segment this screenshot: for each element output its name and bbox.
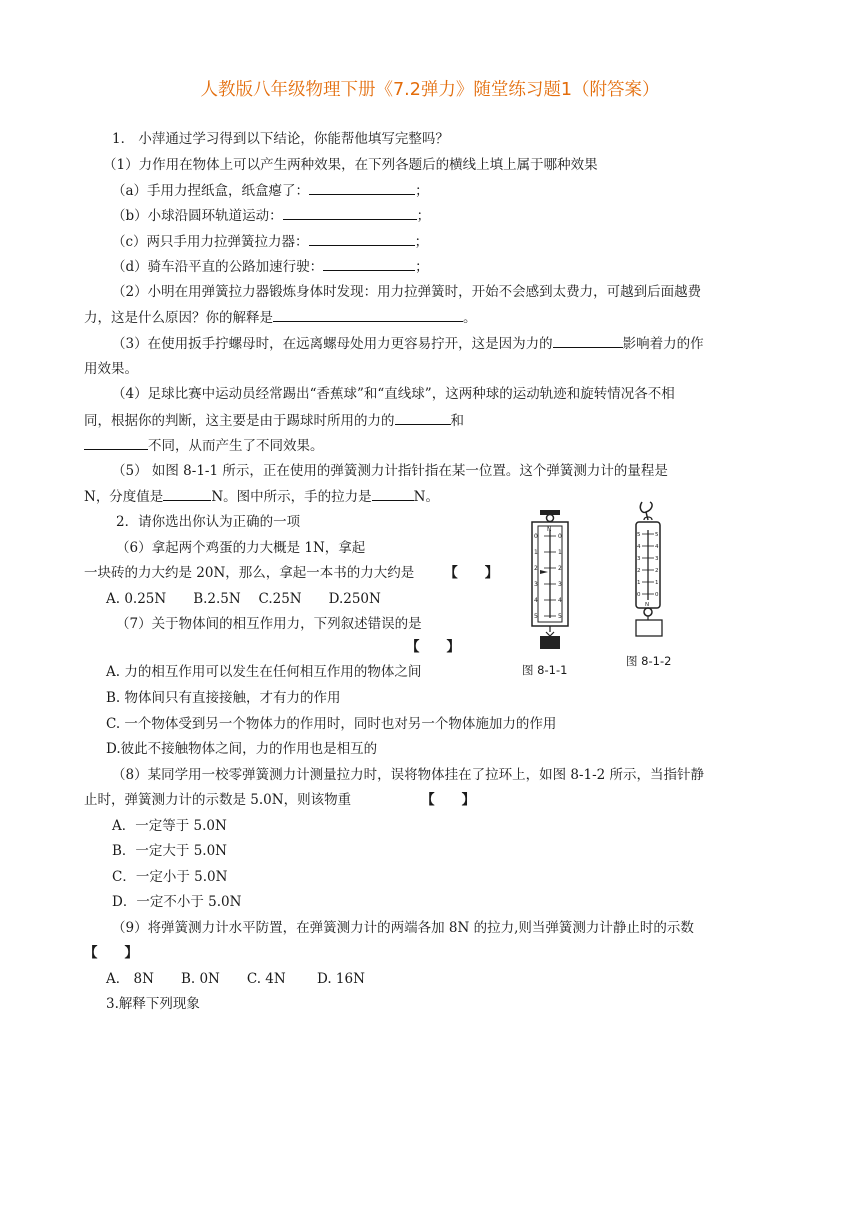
scale-label: 0 xyxy=(558,533,562,540)
q1-item-a: （a）手用力捏纸盒，纸盒瘪了： ； xyxy=(112,180,429,201)
q1-intro: 1． 小萍通过学习得到以下结论，你能帮他填写完整吗？ xyxy=(112,131,449,147)
answer-bracket[interactable]: 【 】 xyxy=(421,792,476,808)
q6-line2: 一块砖的力大约是 20N，那么，拿起一本书的力大约是 【 】 xyxy=(84,565,499,581)
q8-line1: （8）某同学用一校零弹簧测力计测量拉力时，误将物体挂在了拉环上，如图 8-1-2 所示，当指针静 xyxy=(112,767,705,783)
object-block xyxy=(636,620,662,636)
q7-option-b: B. 物体间只有直接接触，才有力的作用 xyxy=(106,690,341,706)
q8-option-b: B．一定大于 5.0N xyxy=(112,843,227,859)
q8-option-a: A．一定等于 5.0N xyxy=(112,818,227,834)
scale-label: 5 xyxy=(655,532,659,538)
q1-part5-line2: N，分度值是 N。图中所示，手的拉力是 N。 xyxy=(84,486,439,507)
figure-caption-2: 图 8-1-2 xyxy=(626,654,672,668)
scale-label: 4 xyxy=(655,544,659,550)
q7-option-d: D.彼此不接触物体之间，力的作用也是相互的 xyxy=(106,741,378,757)
unit-label: N xyxy=(645,602,650,608)
top-ring xyxy=(547,515,554,522)
q1-item-d: （d）骑车沿平直的公路加速行驶： ； xyxy=(112,256,429,277)
q6-options: A. 0.25N B.2.5N C.25N D.250N xyxy=(106,591,381,607)
scale-label: 3 xyxy=(637,556,641,562)
q1-part5-line1: （5） 如图 8-1-1 所示，正在使用的弹簧测力计指针指在某一位置。这个弹簧测力计的量程是 xyxy=(112,463,668,479)
scale-label: 0 xyxy=(655,592,659,598)
scale-label: 2 xyxy=(637,568,641,574)
q1-part3-line2: 用效果。 xyxy=(84,361,138,377)
scale-label: 4 xyxy=(637,544,641,550)
scale-label: 4 xyxy=(558,597,562,604)
figure-caption-1: 图 8-1-1 xyxy=(522,663,568,677)
q1-part4-line2: 同，根据你的判断，这主要是由于踢球时所用的力的 和 xyxy=(84,410,464,431)
answer-bracket[interactable]: 【 】 xyxy=(406,639,460,655)
q2-intro: 2．请你选出你认为正确的一项 xyxy=(116,514,301,530)
q1-part4-line3: 不同，从而产生了不同效果。 xyxy=(84,435,324,456)
answer-blank[interactable] xyxy=(163,486,211,501)
answer-blank[interactable] xyxy=(553,333,623,348)
q9-options: A． 8N B. 0N C. 4N D. 16N xyxy=(106,971,365,987)
answer-blank[interactable] xyxy=(273,307,463,322)
q1-part1: （1）力作用在物体上可以产生两种效果，在下列各题后的横线上填上属于哪种效果 xyxy=(103,157,598,173)
scale-label: 5 xyxy=(637,532,641,538)
scale-label: 3 xyxy=(655,556,659,562)
answer-blank[interactable] xyxy=(323,256,415,271)
q1-part4-line1: （4）足球比赛中运动员经常踢出“香蕉球”和“直线球”，这两种球的运动轨迹和旋转情况各不相 xyxy=(112,386,675,402)
answer-blank[interactable] xyxy=(283,205,417,220)
pointer xyxy=(540,570,548,574)
answer-blank[interactable] xyxy=(84,435,148,450)
q8-option-d: D．一定不小于 5.0N xyxy=(112,894,242,910)
scale-label: 1 xyxy=(534,549,538,556)
pull-ring xyxy=(644,608,652,616)
answer-blank[interactable] xyxy=(309,231,415,246)
scale-label: 3 xyxy=(558,581,562,588)
q7-option-c: C. 一个物体受到另一个物体力的作用时，同时也对另一个物体施加力的作用 xyxy=(106,716,557,732)
q8-line2: 止时，弹簧测力计的示数是 5.0N，则该物重 【 】 xyxy=(84,792,476,808)
scale-label: 2 xyxy=(655,568,659,574)
scale-label: 2 xyxy=(558,565,562,572)
q7-option-a: A. 力的相互作用可以发生在任何相互作用的物体之间 xyxy=(106,664,422,680)
page-title: 人教版八年级物理下册《7.2弹力》随堂练习题1（附答案） xyxy=(200,80,660,100)
scale-label: 3 xyxy=(534,581,538,588)
weight-block xyxy=(540,636,560,649)
q7-stem: （7）关于物体间的相互作用力，下列叙述错误的是 xyxy=(116,616,422,632)
spring-scale-figure-1 xyxy=(526,506,586,656)
answer-blank[interactable] xyxy=(372,486,414,501)
scale-label: 4 xyxy=(534,597,538,604)
scale-label: 5 xyxy=(558,613,562,620)
unit-label: N xyxy=(547,526,552,533)
scale-label: 1 xyxy=(655,580,659,586)
q9-line1: （9）将弹簧测力计水平防置，在弹簧测力计的两端各加 8N 的拉力,则当弹簧测力计静止时的示数 xyxy=(112,920,694,936)
scale-label: 0 xyxy=(534,533,538,540)
q6-line1: （6）拿起两个鸡蛋的力大概是 1N，拿起 xyxy=(116,540,366,556)
q1-part3-line1: （3）在使用扳手拧螺母时，在远离螺母处用力更容易拧开，这是因为力的 影响着力的作 xyxy=(112,333,704,354)
q1-part2-line2: 力，这是什么原因？你的解释是 。 xyxy=(84,307,477,328)
answer-bracket[interactable]: 【 】 xyxy=(444,565,499,581)
q3-intro: 3.解释下列现象 xyxy=(106,996,200,1012)
q8-option-c: C．一定小于 5.0N xyxy=(112,869,228,885)
q1-item-b: （b）小球沿圆环轨道运动： ； xyxy=(112,205,430,226)
scale-label: 5 xyxy=(534,613,538,620)
scale-label: 1 xyxy=(558,549,562,556)
scale-label: 1 xyxy=(637,580,641,586)
q1-item-c: （c）两只手用力拉弹簧拉力器： ； xyxy=(112,231,428,252)
spring-scale-figure-2 xyxy=(624,498,674,640)
scale-label: 2 xyxy=(534,565,538,572)
q1-part2-line1: （2）小明在用弹簧拉力器锻炼身体时发现：用力拉弹簧时，开始不会感到太费力，可越到后面越费 xyxy=(112,284,702,300)
answer-blank[interactable] xyxy=(309,180,415,195)
scale-label: 0 xyxy=(637,592,641,598)
answer-bracket[interactable]: 【 】 xyxy=(84,945,138,961)
answer-blank[interactable] xyxy=(395,410,451,425)
